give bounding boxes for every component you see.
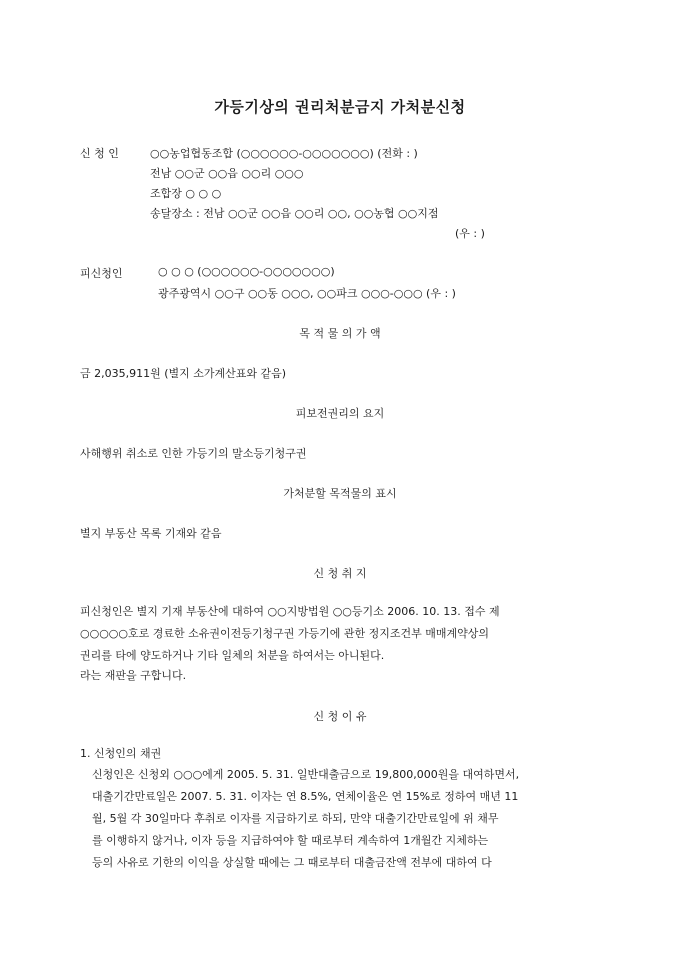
object-text: 별지 부동산 목록 기재와 같음: [80, 527, 222, 540]
reason-heading: 신 청 이 유: [313, 710, 367, 723]
purpose-heading: 신 청 취 지: [313, 567, 367, 580]
purpose-line: 권리를 타에 양도하거나 기타 일체의 처분을 하여서는 아니된다.: [80, 649, 385, 662]
reason-line: 신청인은 신청외 ○○○에게 2005. 5. 31. 일반대출금으로 19,800,000원을 대여하면서,: [92, 768, 520, 781]
reason-line: 월, 5월 각 30일마다 후취로 이자를 지급하기로 하되, 만약 대출기간만료일에 위 채무: [92, 812, 499, 825]
purpose-line: 피신청인은 별지 기재 부동산에 대하여 ○○지방법원 ○○등기소 2006. 10. 13. 접수 제: [80, 605, 500, 618]
right-text: 사해행위 취소로 인한 가등기의 말소등기청구권: [80, 447, 307, 460]
object-heading: 가처분할 목적물의 표시: [283, 487, 397, 500]
respondent-label: 피신청인: [80, 267, 123, 280]
applicant-line: 송달장소 : 전남 ○○군 ○○읍 ○○리 ○○, ○○농협 ○○지점: [150, 207, 439, 220]
applicant-label: 신 청 인: [80, 147, 119, 160]
value-text: 금 2,035,911원 (별지 소가계산표와 같음): [80, 367, 287, 380]
purpose-line: 라는 재판을 구합니다.: [80, 669, 187, 682]
reason-line: 대출기간만료일은 2007. 5. 31. 이자는 연 8.5%, 연체이율은 연 15%로 정하여 매년 11: [92, 790, 519, 803]
applicant-line: 전남 ○○군 ○○읍 ○○리 ○○○: [150, 167, 304, 180]
applicant-line: ○○농업협동조합 (○○○○○○-○○○○○○○) (전화 : ): [150, 147, 418, 160]
respondent-line: ○ ○ ○ (○○○○○○-○○○○○○○): [158, 265, 335, 278]
purpose-line: ○○○○○호로 경료한 소유권이전등기청구권 가등기에 관한 정지조건부 매매계약상의: [80, 627, 489, 640]
reason-subheading: 1. 신청인의 채권: [80, 747, 162, 760]
reason-line: 등의 사유로 기한의 이익을 상실할 때에는 그 때로부터 대출금잔액 전부에 대하여 다: [92, 856, 492, 869]
respondent-line: 광주광역시 ○○구 ○○동 ○○○, ○○파크 ○○○-○○○ (우 : ): [158, 287, 456, 300]
applicant-line: 조합장 ○ ○ ○: [150, 187, 222, 200]
right-heading: 피보전권리의 요지: [295, 407, 385, 420]
document-title: 가등기상의 권리처분금지 가처분신청: [214, 98, 466, 116]
reason-line: 를 이행하지 않거나, 이자 등을 지급하여야 할 때로부터 계속하여 1개월간 지체하는: [92, 834, 489, 847]
applicant-line: (우 : ): [455, 227, 485, 240]
value-heading: 목 적 물 의 가 액: [299, 327, 381, 340]
